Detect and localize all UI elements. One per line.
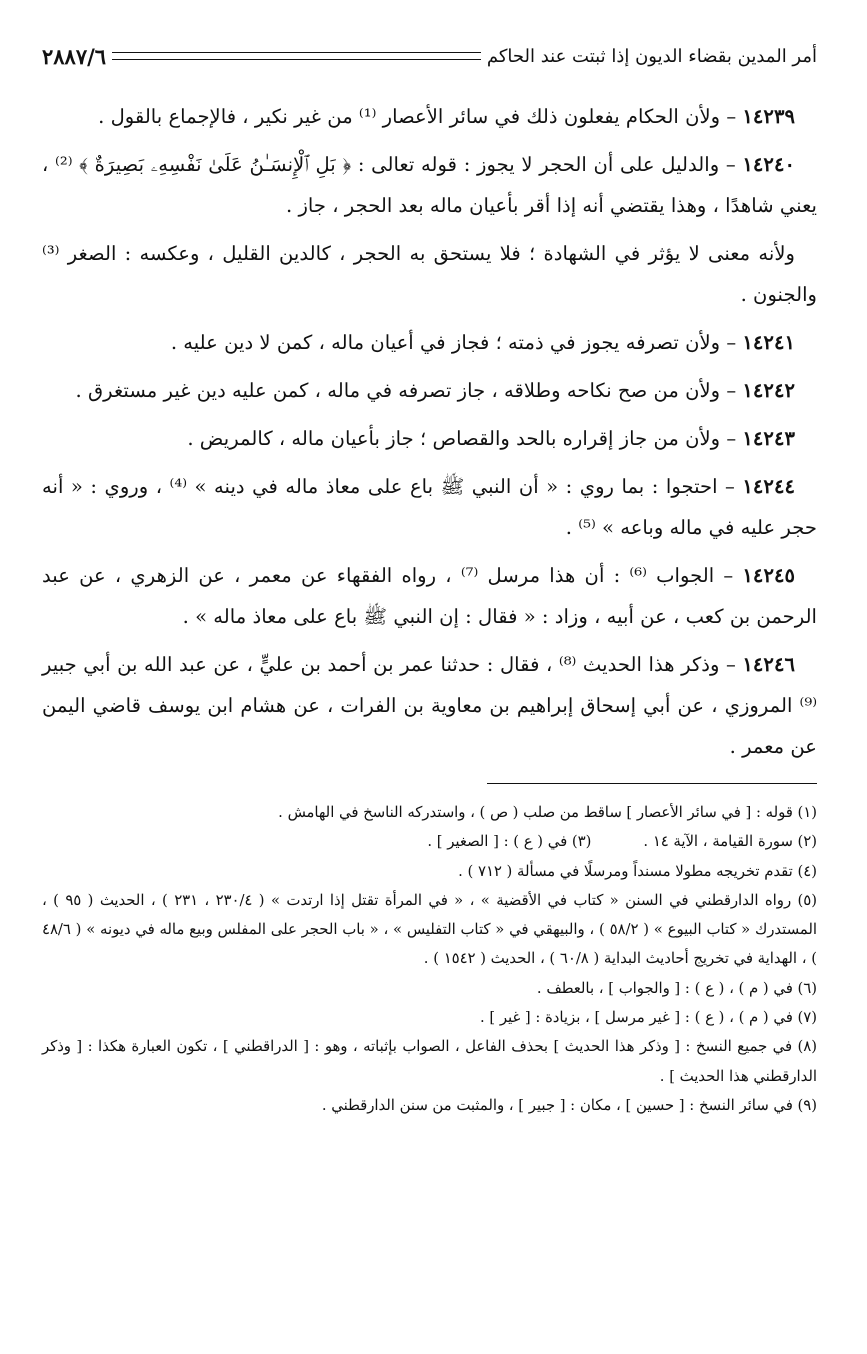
paragraph-14243 (42, 418, 817, 459)
paragraph-text: – ولأن من صح نكاحه وطلاقه ، جاز تصرفه في ماله ، كمن عليه دين غير مستغرق . (75, 379, 743, 402)
paragraph-number: ١٤٢٤٦ (742, 653, 795, 676)
paragraph-number: ١٤٢٤٠ (742, 153, 795, 176)
paragraph-number: ١٤٢٤٥ (742, 564, 796, 587)
paragraph-14239 (42, 96, 817, 137)
footnote-4: (٤) تقدم تخريجه مطولا مسنداً ومرسلًا في مسألة ( ٧١٢ ) . (458, 862, 817, 880)
paragraph-text: – ولأن الحكام يفعلون ذلك في سائر الأعصار ⁽¹⁾ من غير نكير ، فالإجماع بالقول . (98, 105, 743, 128)
footnote-9: (٩) في سائر النسخ : [ حسين ] ، مكان : [ جبير ] ، والمثبت من سنن الدارقطني . (321, 1096, 817, 1114)
paragraph-14244 (42, 466, 817, 548)
paragraph-number: ١٤٢٤٣ (742, 427, 795, 450)
paragraph-number: ١٤٢٤٢ (742, 379, 795, 402)
paragraph-14242 (42, 370, 817, 411)
paragraph-text: – الجواب ⁽⁶⁾ : أن هذا مرسل ⁽⁷⁾ ، رواه الفقهاء عن معمر ، عن الزهري ، عن عبد الرحمن بن كعب ، عن أبيه ، وزاد : « فقال : إن النبي ﷺ باع على معاذ ماله » . (42, 564, 817, 628)
footnote-8: (٨) في جميع النسخ : [ وذكر هذا الحديث ] بحذف الفاعل ، الصواب بإثباته ، وهو : [ الدراقطني ] ، تكون العبارة هكذا : [ وذكر الدارقطني هذا الحديث ] . (42, 1038, 817, 1085)
main-text (42, 96, 817, 767)
paragraph-14245 (42, 555, 817, 637)
footnote-2: (٢) سورة القيامة ، الآية ١٤ . (643, 833, 817, 851)
footnote-row (42, 827, 817, 856)
footnote-divider (487, 783, 817, 784)
book-page (42, 36, 817, 1120)
paragraph-14240 (42, 144, 817, 226)
paragraph-14241 (42, 322, 817, 363)
paragraph-text: – وذكر هذا الحديث ⁽⁸⁾ ، فقال : حدثنا عمر بن أحمد بن عليٍّ ، عن عبد الله بن أبي جبير ⁽⁹⁾ المروزي ، عن أبي إسحاق إبراهيم بن معاوية بن الفرات ، عن هشام ابن يوسف قاضي اليمن عن معمر . (42, 653, 817, 758)
running-header (42, 36, 817, 76)
page-number: ٢٨٨٧/٦ (42, 43, 107, 69)
footnotes (42, 798, 817, 1120)
paragraph-text: – احتجوا : بما روي : « أن النبي ﷺ باع على معاذ ماله في دينه » ⁽⁴⁾ ، وروي : « أنه حجر عليه في ماله وباعه » ⁽⁵⁾ . (42, 475, 817, 539)
paragraph-text: – ولأن تصرفه يجوز في ذمته ؛ فجاز في أعيان ماله ، كمن لا دين عليه . (170, 331, 743, 354)
paragraph-text: – ولأن من جاز إقراره بالحد والقصاص ؛ جاز بأعيان ماله ، كالمريض . (187, 427, 743, 450)
paragraph-14246 (42, 644, 817, 767)
header-rule (112, 52, 481, 60)
footnote-5: (٥) رواه الدارقطني في السنن « كتاب في الأقضية » ، « في المرأة تقتل إذا ارتدت » ( ٢٣٠/٤ ، ٢٣١ ) ، الحديث ( ٩٥ ) ، المستدرك « كتاب البيوع » ( ٥٨/٢ ) ، والبيهقي في « كتاب التفليس » ، « باب الحجر على المفلس وبيع ماله في ديونه » ( ٤٨/٦ ) ، الهداية في تخريج أحاديث البداية ( ٦٠/٨ ) ، الحديث ( ١٥٤٢ ) . (42, 891, 817, 968)
header-title: أمر المدين بقضاء الديون إذا ثبتت عند الحاكم (486, 45, 817, 67)
paragraph-number: ١٤٢٤١ (742, 331, 795, 354)
paragraph-continuation (42, 233, 817, 315)
footnote-1: (١) قوله : [ في سائر الأعصار ] ساقط من صلب ( ص ) ، واستدركه الناسخ في الهامش . (278, 804, 817, 821)
paragraph-text: – والدليل على أن الحجر لا يجوز : قوله تعالى : ﴿ بَلِ ٱلْإِنسَـٰنُ عَلَىٰ نَفْسِهِۦ بَصِيرَةٌ ﴾ ⁽²⁾ ، يعني شاهدًا ، وهذا يقتضي أنه إذا أقر بأعيان ماله بعد الحجر ، جاز . (42, 153, 817, 217)
footnote-7: (٧) في ( م ) ، ( ع ) : [ غير مرسل ] ، بزيادة : [ غير ] . (479, 1009, 817, 1027)
paragraph-number: ١٤٢٣٩ (742, 105, 795, 128)
footnote-3: (٣) في ( ع ) : [ الصغير ] . (427, 833, 592, 851)
paragraph-text: ولأنه معنى لا يؤثر في الشهادة ؛ فلا يستحق به الحجر ، كالدين القليل ، وعكسه : الصغر ⁽³⁾ والجنون . (42, 242, 817, 306)
footnote-6: (٦) في ( م ) ، ( ع ) : [ والجواب ] ، بالعطف . (536, 979, 817, 997)
paragraph-number: ١٤٢٤٤ (742, 475, 795, 498)
